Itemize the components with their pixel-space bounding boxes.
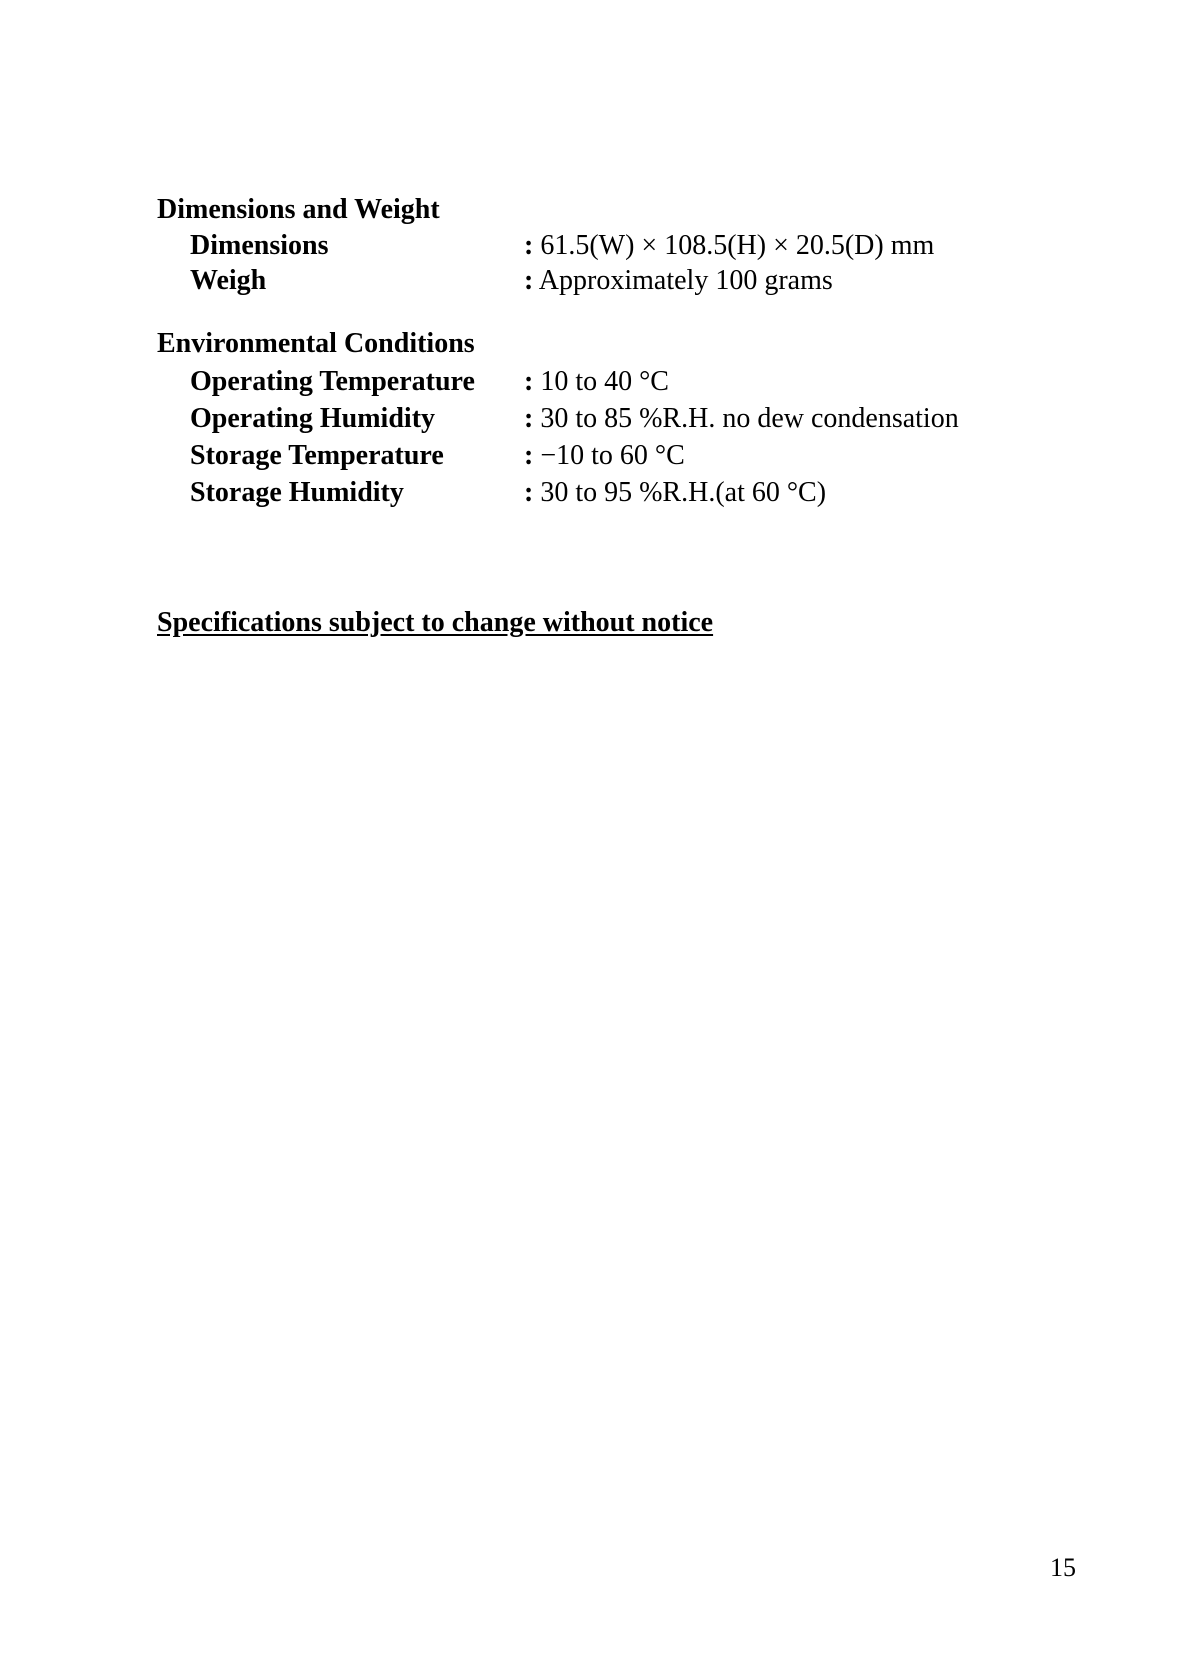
specifications-notice: Specifications subject to change without notice <box>157 607 714 638</box>
section-heading-environmental-conditions: Environmental Conditions <box>157 328 475 359</box>
spec-value-wrapper <box>524 228 934 264</box>
spec-colon: : <box>524 403 534 434</box>
spec-colon: : <box>524 265 534 296</box>
spec-value: 30 to 95 %R.H.(at 60 °C) <box>540 477 827 508</box>
spec-label: Storage Humidity <box>190 477 404 508</box>
spec-row-weigh <box>0 263 1198 299</box>
section-heading-dimensions-weight: Dimensions and Weight <box>157 194 440 225</box>
spec-value: −10 to 60 °C <box>540 440 685 471</box>
spec-row-operating-humidity <box>0 401 1198 437</box>
spec-value-wrapper <box>524 475 826 511</box>
spec-value: 30 to 85 %R.H. no dew condensation <box>540 403 959 434</box>
spec-value-wrapper <box>524 438 685 474</box>
spec-value: Approximately 100 grams <box>538 265 833 296</box>
spec-value: 61.5(W) × 108.5(H) × 20.5(D) mm <box>540 230 935 261</box>
spec-value: 10 to 40 °C <box>540 366 669 397</box>
spec-row-storage-humidity <box>0 475 1198 511</box>
spec-colon: : <box>524 366 534 397</box>
spec-colon: : <box>524 230 534 261</box>
spec-row-storage-temperature <box>0 438 1198 474</box>
spec-label: Dimensions <box>190 230 329 261</box>
spec-label: Operating Temperature <box>190 366 475 397</box>
spec-colon: : <box>524 477 534 508</box>
spec-colon: : <box>524 440 534 471</box>
spec-value-wrapper <box>524 401 959 437</box>
spec-value-wrapper <box>524 263 833 299</box>
spec-label: Operating Humidity <box>190 403 436 434</box>
spec-label: Storage Temperature <box>190 440 444 471</box>
spec-row-dimensions <box>0 228 1198 264</box>
spec-row-operating-temperature <box>0 364 1198 400</box>
spec-label: Weigh <box>190 265 267 296</box>
page-number: 15 <box>1050 1553 1076 1582</box>
spec-value-wrapper <box>524 364 669 400</box>
